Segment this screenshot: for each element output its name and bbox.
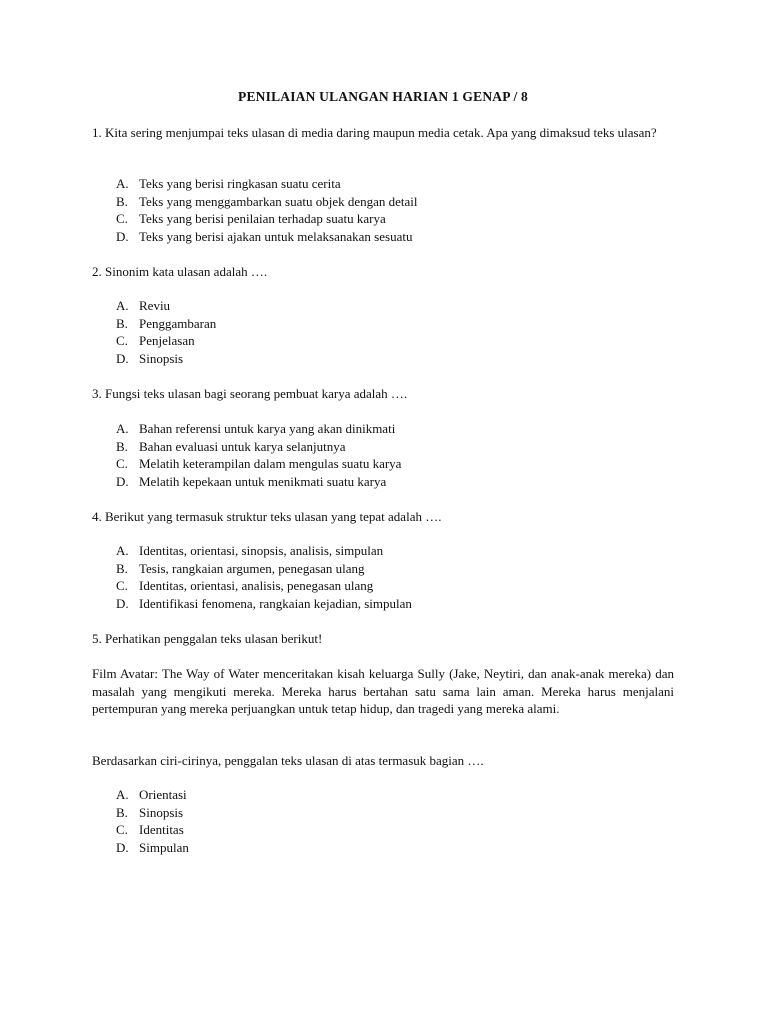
option-text: Reviu <box>139 298 171 313</box>
option-letter: A. <box>116 421 129 436</box>
option-letter: A. <box>116 787 129 802</box>
option-letter: B. <box>116 804 128 820</box>
option-letter: D. <box>116 350 129 366</box>
option-text: Teks yang berisi penilaian terhadap suatu karya <box>139 211 386 226</box>
option-letter: A. <box>116 176 129 191</box>
option-letter: C. <box>116 456 128 471</box>
option-2c <box>116 332 674 350</box>
option-text: Melatih keterampilan dalam mengulas suatu karya <box>139 456 402 471</box>
question-1 <box>92 124 674 142</box>
option-1c <box>116 210 674 228</box>
option-4d <box>116 595 674 613</box>
option-text: Teks yang berisi ringkasan suatu cerita <box>139 176 341 191</box>
option-4a <box>116 542 674 560</box>
question-1-options <box>92 175 674 245</box>
option-letter: D. <box>116 595 129 611</box>
option-5c <box>116 821 674 839</box>
option-letter: B. <box>116 193 128 209</box>
option-letter: D. <box>116 839 129 855</box>
option-letter: D. <box>116 228 129 244</box>
option-text: Penjelasan <box>139 333 195 348</box>
option-1b <box>116 193 674 211</box>
question-5-text: 5. Perhatikan penggalan teks ulasan berikut! <box>92 631 323 646</box>
question-2-text: 2. Sinonim kata ulasan adalah …. <box>92 264 268 279</box>
question-5-options <box>92 786 674 856</box>
option-4b <box>116 560 674 578</box>
option-letter: D. <box>116 473 129 489</box>
option-3d <box>116 473 674 491</box>
option-5a <box>116 786 674 804</box>
option-letter: A. <box>116 298 129 313</box>
option-letter: C. <box>116 822 128 837</box>
option-text: Orientasi <box>139 787 187 802</box>
option-1a <box>116 175 674 193</box>
option-text: Identifikasi fenomena, rangkaian kejadian, simpulan <box>139 595 412 611</box>
question-2-options <box>92 297 674 367</box>
option-text: Tesis, rangkaian argumen, penegasan ulang <box>139 560 365 576</box>
option-letter: B. <box>116 438 128 454</box>
option-2d <box>116 350 674 368</box>
option-text: Identitas <box>139 822 184 837</box>
question-4-text: 4. Berikut yang termasuk struktur teks ulasan yang tepat adalah …. <box>92 509 442 524</box>
option-2b <box>116 315 674 333</box>
option-text: Teks yang menggambarkan suatu objek dengan detail <box>139 193 418 209</box>
document-title: PENILAIAN ULANGAN HARIAN 1 GENAP / 8 <box>238 89 528 104</box>
option-text: Simpulan <box>139 839 189 855</box>
option-letter: C. <box>116 211 128 226</box>
question-5-prompt <box>92 752 674 770</box>
option-text: Sinopsis <box>139 350 184 366</box>
option-5b <box>116 804 674 822</box>
option-4c <box>116 577 674 595</box>
question-1-text: 1. Kita sering menjumpai teks ulasan di media daring maupun media cetak. Apa yang dimaksud teks ulasan? <box>92 125 657 140</box>
option-3a <box>116 420 674 438</box>
question-3-options <box>92 420 674 490</box>
prompt-text: Berdasarkan ciri-cirinya, penggalan teks ulasan di atas termasuk bagian …. <box>92 753 484 768</box>
option-3b <box>116 438 674 456</box>
passage-text: Film Avatar: The Way of Water menceritakan kisah keluarga Sully (Jake, Neytiri, dan anak-anak mereka) dan masalah yang mengikuti mereka. Mereka harus bertahan satu sama lain aman. Mereka harus menjalani pertempuran yang mereka perjuangkan untuk tetap hidup, dan tragedi yang mereka alami. <box>92 666 674 716</box>
option-letter: B. <box>116 560 128 576</box>
option-3c <box>116 455 674 473</box>
question-4 <box>92 508 674 526</box>
option-text: Penggambaran <box>139 315 217 331</box>
option-5d <box>116 839 674 857</box>
option-text: Sinopsis <box>139 804 184 820</box>
question-3-text: 3. Fungsi teks ulasan bagi seorang pembuat karya adalah …. <box>92 386 408 401</box>
option-text: Identitas, orientasi, analisis, penegasan ulang <box>139 578 374 593</box>
question-3 <box>92 385 674 403</box>
option-letter: B. <box>116 315 128 331</box>
option-letter: C. <box>116 333 128 348</box>
option-letter: A. <box>116 543 129 558</box>
option-letter: C. <box>116 578 128 593</box>
option-1d <box>116 228 674 246</box>
option-text: Identitas, orientasi, sinopsis, analisis, simpulan <box>139 543 384 558</box>
option-text: Melatih kepekaan untuk menikmati suatu karya <box>139 473 387 489</box>
question-5-passage <box>92 665 674 718</box>
option-2a <box>116 297 674 315</box>
option-text: Bahan referensi untuk karya yang akan dinikmati <box>139 421 396 436</box>
option-text: Teks yang berisi ajakan untuk melaksanakan sesuatu <box>139 228 413 244</box>
question-5 <box>92 630 674 648</box>
question-4-options <box>92 542 674 612</box>
option-text: Bahan evaluasi untuk karya selanjutnya <box>139 438 346 454</box>
question-2 <box>92 263 674 281</box>
